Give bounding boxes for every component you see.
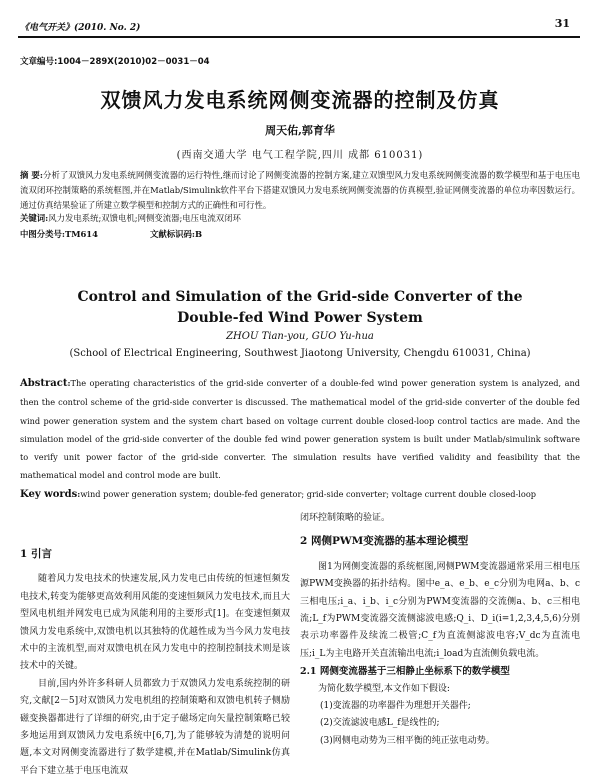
assumption-item: (3)网侧电动势为三相平衡的纯正弦电动势。 — [320, 735, 495, 746]
chinese-affiliation: (西南交通大学 电气工程学院,四川 成都 610031) — [176, 150, 424, 161]
english-keywords-label: Key words — [20, 488, 78, 500]
document-code: 文献标识码:B — [150, 229, 203, 239]
chinese-authors: 周天佑,郭育华 — [265, 124, 335, 137]
english-abstract-text: The operating characteristics of the grid-side converter of a double-fed wind power generation system is analyzed, and then the control scheme of the grid-side converter is discussed. The mathematical model of the grid-side converter of the double fed wind power generation system and the system chart based on voltage current double closed-loop control tactics are made. And the simulation model of the grid-side converter of the double fed wind power generation system is built under Matlab/simulink software to verify unit power factor of the grid-side converter. The simulation results have verified validity and feasibility that the mathematical model and control mode are built. — [20, 378, 580, 481]
english-authors: ZHOU Tian-you, GUO Yu-hua — [226, 331, 374, 342]
section2-paragraph-1: 图1为网侧变流器的系统框图,网侧PWM变流器通常采用三相电压源PWM变换器的拓扑结构。图中e_a、e_b、e_c分别为电网a、b、c三相电压;i_a、i_b、i_c分别为PWM变流器的交流侧a、b、c三相电流;L_f为PWM变流器交流侧滤波电感;Q_i、D_i(i=1,2,3,4,5,6)分别表示功率器件及续流二极管;C_f为直流侧滤波电容;V_dc为直流电压;i_L为主电路开关直流输出电流;i_load为直流侧负载电流。 — [300, 561, 580, 659]
english-abstract-label: Abstract — [20, 378, 68, 389]
classification-number: 中图分类号:TM614 — [20, 229, 98, 239]
intro-paragraph-1: 随着风力发电技术的快速发展,风力发电已由传统的恒速恒频发电技术,转变为能够更高效利用风能的变速恒频风力发电技术,而且大型风电机组并网发电已成为风能利用的主要形式[1]。在变速恒频双馈风力发电系统中,双馈电机以其独特的优越性成为当今风力发电技术中的主流机型,而对双馈电机在风力发电中的控制控制技术则是该技术中的关键。 — [20, 574, 290, 672]
assumption-intro: 为简化数学模型,本文作如下假设: — [318, 683, 450, 694]
right-column — [300, 510, 580, 750]
chinese-keywords-label: 关键词: — [20, 213, 49, 223]
chinese-abstract-label: 摘 要: — [20, 170, 43, 180]
english-title-line1: Control and Simulation of the Grid-side Converter of the — [77, 289, 523, 305]
chinese-abstract — [20, 168, 580, 213]
left-column — [20, 540, 290, 780]
english-abstract: Abstract:The operating characteristics of the grid-side converter of a double-fed wind power generation system is analyzed, and then the control scheme of the grid-side converter is discussed. The mathematical model of the grid-side converter of the double fed wind power generation system and the system chart based on voltage current double closed-loop control tactics are made. And the simulation model of the grid-side converter of the double fed wind power generation system is built under Matlab/simulink software to verify unit power factor of the grid-side converter. The simulation results have verified validity and feasibility that the mathematical model and control mode are built. Key words:wind power generation system; double-fed generator; grid-side converter; voltage current double closed-loop — [20, 378, 580, 500]
chinese-keywords-text: 风力发电系统;双馈电机;网侧变流器;电压电流双闭环 — [48, 213, 241, 223]
header-rule — [18, 36, 580, 38]
assumption-item: (2)交流滤波电感L_f是线性的; — [320, 718, 440, 729]
page-number: 31 — [554, 17, 570, 30]
english-title-line2: Double-fed Wind Power System — [177, 310, 423, 326]
intro-paragraph-2: 目前,国内外许多科研人员都致力于双馈风力发电系统控制的研究,文献[2－5]对双馈风力发电机组的控制策略和双馈电机转子侧励磁变换器都进行了详细的研究,由于定子磁场定向矢量控制策略已较多地运用到双馈风力发电系统中[6,7],为了能够较为清楚的说明问题,本文对网侧变流器进行了数学建模,并在Matlab/Simulink仿真平台下建立基于电压电流双 — [20, 678, 290, 776]
chinese-abstract-text: 分析了双馈风力发电系统网侧变流器的运行特性,继而讨论了网侧变流器的控制方案,建立双馈型风力发电系统网侧变流器的数学模型和基于电压电流双闭环控制策略的系统框图,并在Matlab/Simulink软件平台下搭建双馈风力发电系统网侧变流器的仿真模型,验证网侧变流器的单位功率因数运行。通过仿真结果验证了所建立数学模型和控制方式的正确性和可行性。 — [20, 170, 580, 210]
chinese-keywords — [20, 212, 241, 224]
intro-tail: 闭环控制策略的验证。 — [300, 513, 391, 523]
english-keywords-text: wind power generation system; double-fed generator; grid-side converter; voltage current double closed-loop — [80, 488, 537, 499]
assumption-item: (1)变流器的功率器件为理想开关器件; — [320, 701, 471, 712]
english-affiliation: (School of Electrical Engineering, Southwest Jiaotong University, Chengdu 610031, China) — [69, 348, 531, 359]
section2-title: 2 网侧PWM变流器的基本理论模型 — [300, 535, 469, 548]
subsection-2-1-title: 2.1 网侧变流器基于三相静止坐标系下的数学模型 — [300, 666, 510, 678]
article-number: 文章编号:1004－289X(2010)02－0031－04 — [20, 57, 210, 67]
journal-header: 《电气开关》(2010. No. 2) — [20, 23, 141, 33]
section1-title: 1 引言 — [20, 548, 52, 560]
chinese-title: 双馈风力发电系统网侧变流器的控制及仿真 — [100, 88, 500, 112]
